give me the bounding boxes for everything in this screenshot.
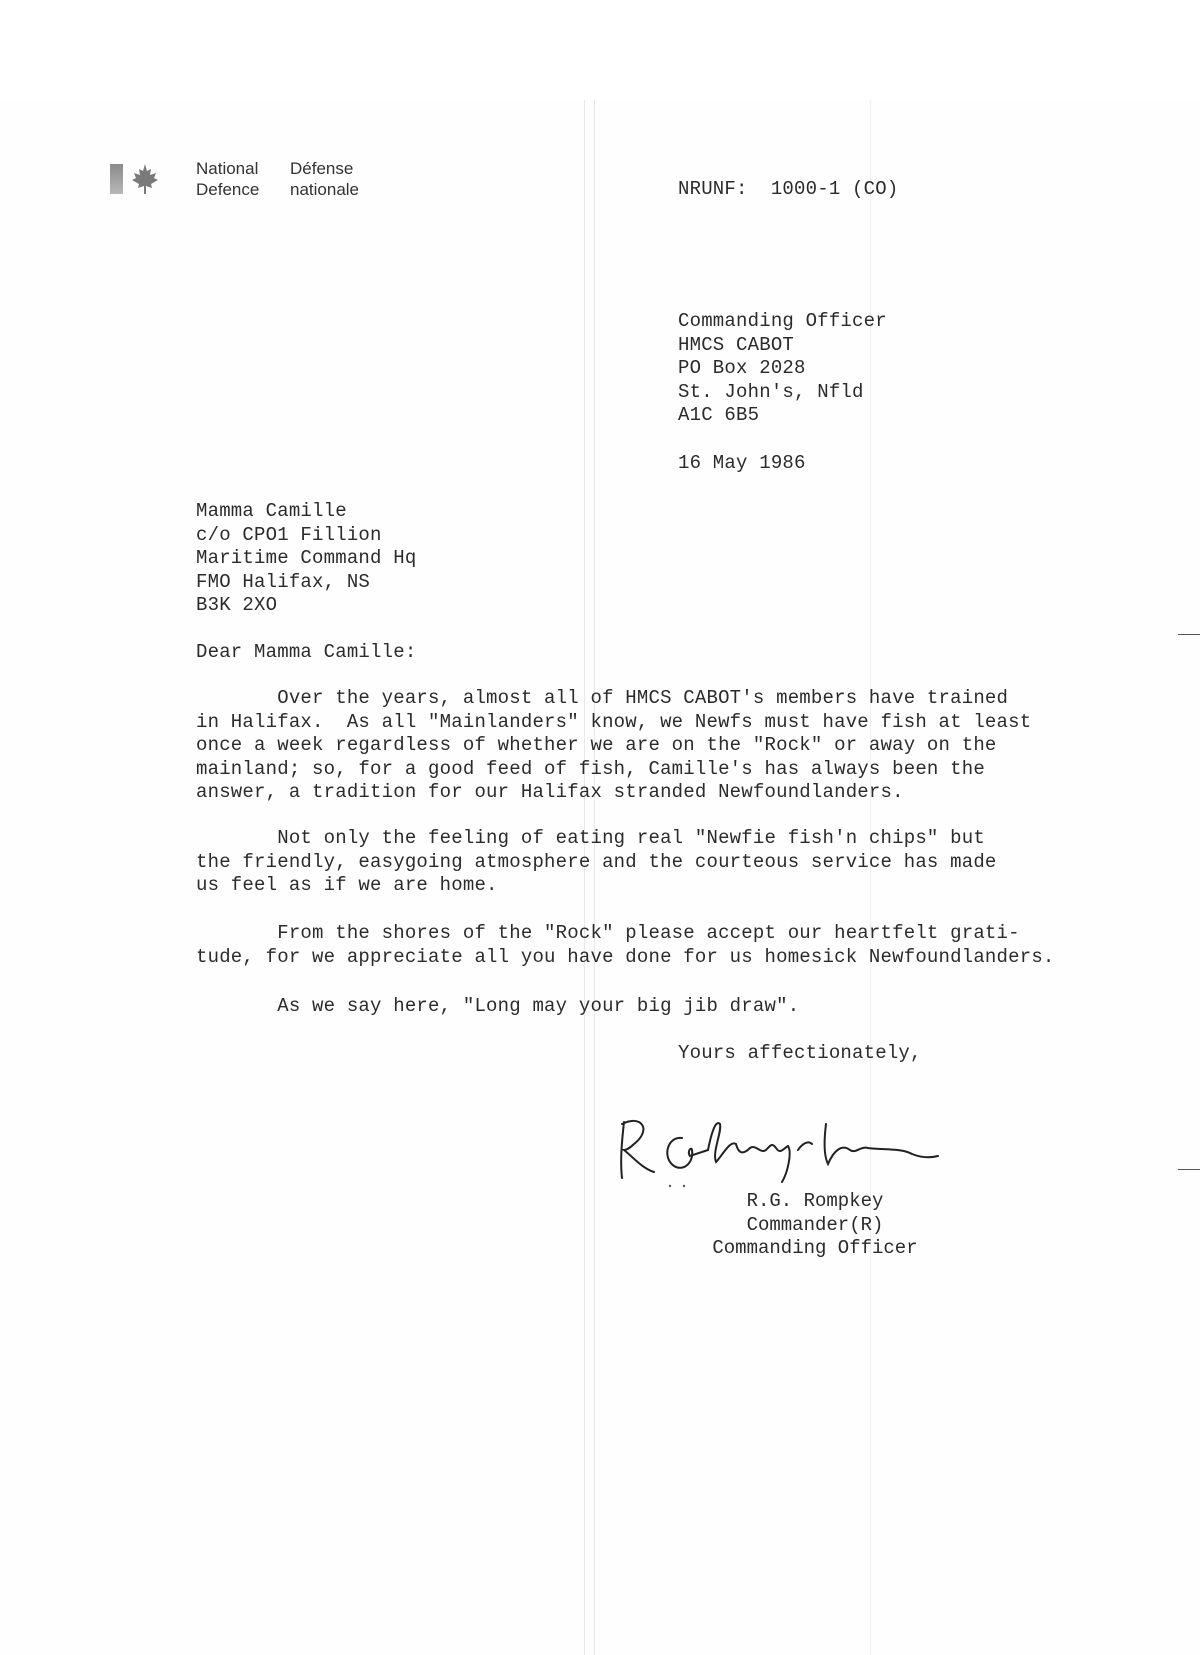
signature-block: [700, 1190, 930, 1261]
address-line: c/o CPO1 Fillion: [196, 523, 382, 546]
paragraph-line: answer, a tradition for our Halifax stranded Newfoundlanders.: [196, 781, 904, 804]
flag-bar-icon: [110, 164, 123, 194]
body-paragraph: [196, 995, 1096, 1019]
recipient-address: [196, 500, 416, 618]
department-name-french: [290, 158, 359, 200]
paragraph-line: From the shores of the "Rock" please accept our heartfelt grati-: [196, 922, 1020, 944]
address-line: St. John's, Nfld: [678, 380, 864, 403]
dept-fr-line2: nationale: [290, 180, 360, 199]
address-line: A1C 6B5: [678, 404, 760, 427]
signatory-title: Commanding Officer: [712, 1237, 918, 1260]
government-letterhead: [110, 158, 370, 198]
file-reference: NRUNF: 1000-1 (CO): [678, 178, 899, 200]
scan-margin: [0, 0, 1200, 100]
signatory-rank: Commander(R): [746, 1213, 884, 1236]
body-paragraph: [196, 827, 1096, 898]
fold-mark: [1178, 1169, 1200, 1170]
dept-en-line2: Defence: [196, 180, 260, 199]
paragraph-line: As we say here, "Long may your big jib draw".: [196, 995, 800, 1017]
dept-fr-line1: Défense: [290, 159, 354, 178]
body-paragraph: [196, 687, 1096, 805]
dept-en-line1: National: [196, 159, 259, 178]
sender-address: [678, 310, 887, 428]
address-line: Maritime Command Hq: [196, 547, 417, 570]
handwritten-signature: [612, 1110, 942, 1190]
paragraph-line: Not only the feeling of eating real "Newfie fish'n chips" but: [196, 827, 985, 849]
maple-leaf-icon: [130, 162, 160, 196]
paragraph-line: the friendly, easygoing atmosphere and the courteous service has made: [196, 850, 997, 873]
paragraph-line: us feel as if we are home.: [196, 874, 498, 897]
paragraph-line: Over the years, almost all of HMCS CABOT's members have trained: [196, 687, 1009, 709]
signatory-name: R.G. Rompkey: [746, 1190, 884, 1212]
salutation: Dear Mamma Camille:: [196, 641, 417, 663]
paragraph-line: tude, for we appreciate all you have done for us homesick Newfoundlanders.: [196, 945, 1055, 968]
department-name-english: [196, 158, 259, 200]
address-line: B3K 2XO: [196, 594, 278, 617]
address-line: FMO Halifax, NS: [196, 570, 371, 593]
address-line: Mamma Camille: [196, 500, 347, 522]
address-line: HMCS CABOT: [678, 333, 795, 356]
paragraph-line: once a week regardless of whether we are on the "Rock" or away on the: [196, 734, 997, 757]
paragraph-line: mainland; so, for a good feed of fish, Camille's has always been the: [196, 757, 985, 780]
closing: Yours affectionately,: [678, 1042, 922, 1064]
address-line: PO Box 2028: [678, 357, 806, 380]
paragraph-line: in Halifax. As all "Mainlanders" know, we Newfs must have fish at least: [196, 710, 1032, 733]
letter-date: 16 May 1986: [678, 452, 806, 474]
body-paragraph: [196, 922, 1096, 969]
address-line: Commanding Officer: [678, 310, 887, 332]
fold-mark: [1178, 634, 1200, 635]
